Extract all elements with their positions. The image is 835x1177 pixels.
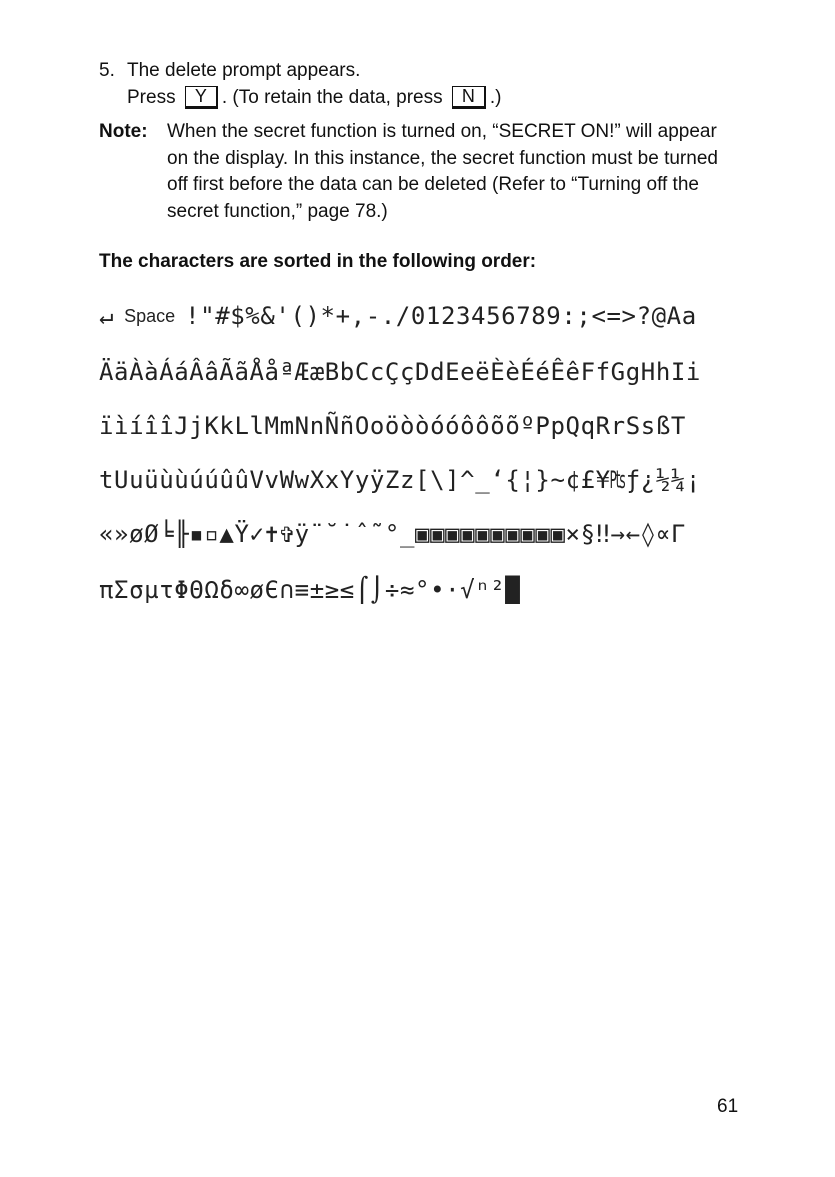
char-row-3: [99, 410, 744, 442]
note-label: Note:: [99, 121, 148, 142]
press-middle: . (To retain the data, press: [221, 87, 443, 108]
char-sequence: tUuüùùúúûûVvWwXxYyÿZz[\]^_‘{¦}~¢£¥₧ƒ¿½¼¡: [99, 466, 701, 494]
return-symbol: ↵: [99, 302, 115, 330]
char-sequence: ÄäÀàÁáÂâÃãÅåªÆæBbCcÇçDdEeëÈèÉéÊêFfGgHhIi: [99, 358, 701, 386]
char-row-6: [99, 574, 744, 606]
press-prefix: Press: [127, 87, 176, 108]
char-row-5: [99, 518, 744, 550]
char-sequence: πΣσµτΦΘΩδ∞øЄ∩≡±≥≤⌠⌡÷≈°•·√ⁿ²█: [99, 576, 521, 604]
char-row-2: [99, 356, 744, 388]
step-5: [99, 58, 360, 84]
char-row-4: [99, 464, 744, 496]
step-text: The delete prompt appears.: [127, 60, 361, 81]
char-row-1: [99, 300, 744, 332]
char-sequence: ïìíîîJjKkLlMmNnÑñOoöòòóóôôõõºPpQqRrSsßT: [99, 412, 686, 440]
key-n: N: [452, 86, 486, 109]
char-sequence: !"#$%&'()*+,-./0123456789:;<=>?@Aa: [185, 302, 697, 330]
step-number: 5.: [99, 60, 115, 81]
note-text: When the secret function is turned on, “SECRET ON!” will appear on the display. In this instance, the secret function must be turned off first before the data can be deleted (Refer to “Turning off the secret function,” page 78.): [167, 121, 718, 222]
page-number: 61: [717, 1096, 739, 1117]
key-y: Y: [185, 86, 218, 109]
sort-order-heading: The characters are sorted in the following order:: [99, 251, 537, 272]
space-label: Space: [124, 306, 176, 326]
press-suffix: .): [489, 87, 502, 108]
press-instruction: [127, 85, 502, 111]
char-sequence: «»øØ╘╟▪▫▲Ÿ✓✝✞ÿ¨˘˙ˆ˜°_▣▣▣▣▣▣▣▣▣▣×§‼→←◊∝Γ: [99, 520, 686, 548]
